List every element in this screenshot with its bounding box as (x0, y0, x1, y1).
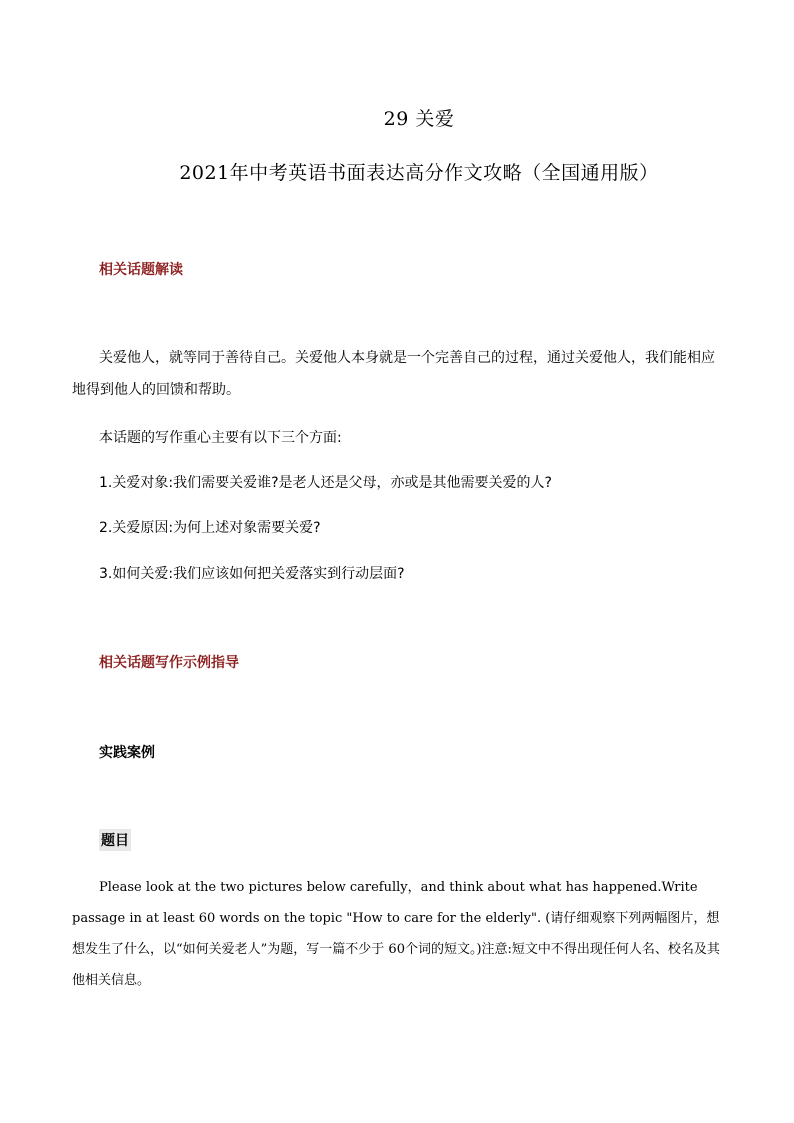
focus-point-1: 1.关爱对象:我们需要关爱谁?是老人还是父母，亦或是其他需要关爱的人? (99, 475, 552, 491)
intro-paragraph: 关爱他人，就等同于善待自己。关爱他人本身就是一个完善自己的过程，通过关爱他人，我们能相应地得到他人的回馈和帮助。 (72, 350, 715, 398)
topic-label: 题目 (99, 829, 131, 851)
section-heading-topic-interpretation: 相关话题解读 (99, 262, 183, 278)
document-title: 2021年中考英语书面表达高分作文攻略（全国通用版） (179, 162, 659, 184)
section-heading-practice-case: 实践案例 (99, 745, 155, 761)
focus-point-3: 3.如何关爱:我们应该如何把关爱落实到行动层面? (99, 566, 405, 582)
writing-focus-intro: 本话题的写作重心主要有以下三个方面: (99, 430, 342, 446)
topic-prompt-text: Please look at the two pictures below carefully，and think about what has happened.Write passage in at least 60 words on the topic "How to care for the elderly". (请仔细观察下列两幅图片，想想发生了什么，以“如何关爱老人”为题，写一篇不少于 60个词的短文。)注意:短文中不得出现任何人名、校名及其他相关信息。 (72, 880, 720, 988)
document-title-number: 29 关爱 (383, 108, 455, 130)
focus-point-2: 2.关爱原因:为何上述对象需要关爱? (99, 520, 321, 536)
section-heading-writing-guide: 相关话题写作示例指导 (99, 655, 239, 671)
